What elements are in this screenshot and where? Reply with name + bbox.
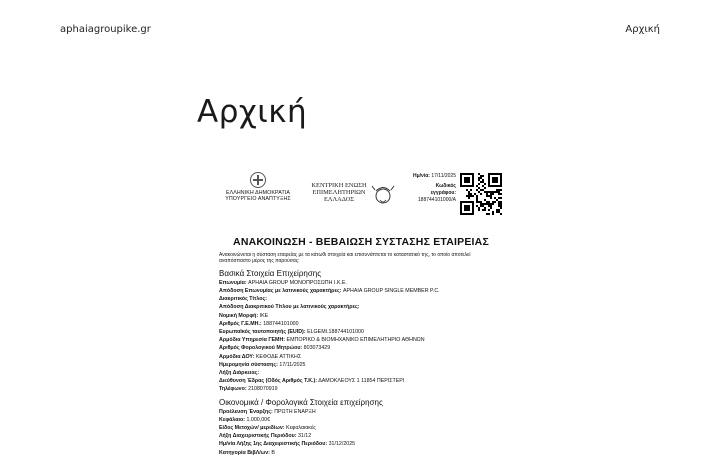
section-financial-info: Οικονομικά / Φορολογικά Στοιχεία επιχείρησης bbox=[219, 397, 383, 407]
field-label: Ευρωπαϊκός ταυτοποιητής (EUID): bbox=[219, 329, 306, 336]
greek-emblem-icon bbox=[250, 172, 266, 188]
field-value: APHAIA GROUP SINGLE MEMBER P.C. bbox=[342, 288, 440, 295]
basic-info-fields bbox=[214, 279, 508, 394]
field-row bbox=[219, 320, 508, 328]
field-value: 2108070919 bbox=[248, 386, 278, 393]
field-label: Προέλευση Έναρξης: bbox=[219, 408, 273, 415]
field-label: Αρμόδια Υπηρεσία ΓΕΜΗ: bbox=[219, 337, 286, 344]
date-value: 17/11/2025 bbox=[431, 173, 456, 179]
field-value: APHAIA GROUP ΜΟΝΟΠΡΟΣΩΠΗ Ι.Κ.Ε. bbox=[248, 279, 347, 286]
field-row bbox=[219, 312, 508, 320]
field-row bbox=[219, 287, 508, 295]
field-label: Ημερομηνία σύστασης: bbox=[219, 361, 278, 368]
site-title-link[interactable]: aphaiagroupike.gr bbox=[60, 24, 151, 35]
code-label-1: Κωδικός bbox=[435, 183, 456, 189]
field-value: 188744101000 bbox=[263, 320, 299, 327]
field-label: Διακριτικός Τίτλος: bbox=[219, 296, 268, 303]
field-value: 1.000,00€ bbox=[246, 416, 271, 423]
field-row bbox=[219, 361, 508, 369]
site-header bbox=[0, 0, 720, 60]
field-row bbox=[219, 385, 508, 393]
document-heading: ΑΝΑΚΟΙΝΩΣΗ - ΒΕΒΑΙΩΣΗ ΣΥΣΤΑΣΗΣ ΕΤΑΙΡΕΙΑΣ bbox=[233, 236, 489, 248]
field-label: Αριθμός Γ.Ε.ΜΗ.: bbox=[219, 320, 262, 327]
field-value: 31/12/2025 bbox=[328, 441, 356, 448]
field-label: Ημ/νία Λήξης 1ης Διαχειριστικής Περιόδου: bbox=[219, 441, 328, 448]
field-row bbox=[219, 416, 508, 424]
field-row bbox=[219, 408, 508, 416]
date-label: Ημ/νία: bbox=[412, 173, 430, 179]
field-row bbox=[219, 377, 508, 385]
field-label: Επωνυμία: bbox=[219, 279, 247, 286]
field-label: Απόδοση Επωνυμίας με λατινικούς χαρακτήρες: bbox=[219, 288, 342, 295]
code-value: 188744101000/A bbox=[417, 197, 456, 203]
gov-line-1: ΕΛΛΗΝΙΚΗ ΔΗΜΟΚΡΑΤΙΑ bbox=[225, 190, 291, 196]
keee-logo bbox=[306, 182, 372, 203]
field-label: Αριθμός Φορολογικού Μητρώου: bbox=[219, 345, 303, 352]
field-value: ΠΡΩΤΗ ΕΝΑΡΞΗ bbox=[274, 408, 316, 415]
field-row bbox=[219, 295, 508, 303]
gov-line-2: ΥΠΟΥΡΓΕΙΟ ΑΝΑΠΤΥΞΗΣ bbox=[225, 196, 291, 202]
field-row bbox=[219, 328, 508, 336]
keee-line-3: ΕΛΛΑΔΟΣ bbox=[323, 196, 355, 203]
document-header bbox=[214, 168, 508, 224]
section-basic-info: Βασικά Στοιχεία Επιχείρησης bbox=[219, 268, 322, 278]
financial-info-fields bbox=[214, 408, 508, 457]
field-label: Διεύθυνση Έδρας (Οδός Αριθμός Τ.Κ.): bbox=[219, 378, 318, 385]
field-label: Απόδοση Διακριτικού Τίτλου με λατινικούς χαρακτήρες: bbox=[219, 304, 360, 311]
document-intro: Ανακοινώνεται η σύσταση εταιρείας με τα κάτωθι στοιχεία και επισυνάπτεται το καταστατικό της, το οποίο αποτελεί αναπόσπαστο μέρος της παρούσας: bbox=[219, 252, 471, 265]
field-label: Είδος Μετοχών/ μεριδίων: bbox=[219, 425, 285, 432]
field-row bbox=[219, 449, 508, 457]
field-label: Αρμόδια ΔΟΥ: bbox=[219, 353, 255, 360]
field-label: Τηλέφωνο: bbox=[219, 386, 247, 393]
field-value: Κεφαλαιακές bbox=[286, 425, 316, 432]
page-title: Αρχική bbox=[197, 94, 308, 130]
field-value: ΚΕΦΟΔΕ ΑΤΤΙΚΗΣ bbox=[255, 353, 302, 360]
field-row bbox=[219, 303, 508, 311]
field-value: ΕΜΠΟΡΙΚΟ & ΒΙΟΜΗΧΑΝΙΚΟ ΕΠΙΜΕΛΗΤΗΡΙΟ ΑΘΗΝΩΝ bbox=[286, 337, 425, 344]
field-row bbox=[219, 279, 508, 287]
field-value: Β bbox=[271, 449, 275, 456]
field-row bbox=[219, 336, 508, 344]
nav-home-link[interactable]: Αρχική bbox=[625, 24, 660, 35]
keee-line-1: ΚΕΝΤΡΙΚΗ ΕΝΩΣΗ bbox=[311, 182, 367, 189]
field-row bbox=[219, 344, 508, 352]
field-value: ΙΚΕ bbox=[259, 312, 269, 319]
field-label: Λήξη Διαχειριστικής Περιόδου: bbox=[219, 433, 297, 440]
field-label: Νομική Μορφή: bbox=[219, 312, 259, 319]
field-label: Κατηγορία ΒιβΛ/ων: bbox=[219, 449, 270, 456]
code-label-2: εγγράφου: bbox=[430, 190, 456, 196]
document-meta bbox=[390, 173, 456, 204]
field-label: Λήξη Διάρκειας: bbox=[219, 370, 260, 377]
field-label: Κεφάλαιο: bbox=[219, 416, 245, 423]
field-value: ΔΑΜΟΚΛΕΟΥΣ 1 11854 ΠΕΡΙΣΤΕΡΙ bbox=[318, 378, 405, 385]
certificate-document-image bbox=[214, 168, 508, 456]
greek-republic-block bbox=[219, 172, 297, 202]
field-row bbox=[219, 369, 508, 377]
field-row bbox=[219, 424, 508, 432]
keee-line-2: ΕΠΙΜΕΛΗΤΗΡΙΩΝ bbox=[312, 189, 366, 196]
field-value: 17/11/2025 bbox=[279, 361, 306, 368]
qr-code-icon bbox=[460, 173, 502, 215]
field-row bbox=[219, 440, 508, 448]
field-row bbox=[219, 432, 508, 440]
field-value: ELGEMI.188744101000 bbox=[307, 329, 364, 336]
field-row bbox=[219, 353, 508, 361]
field-value: 803073429 bbox=[303, 345, 331, 352]
field-value: 31/12 bbox=[297, 433, 312, 440]
